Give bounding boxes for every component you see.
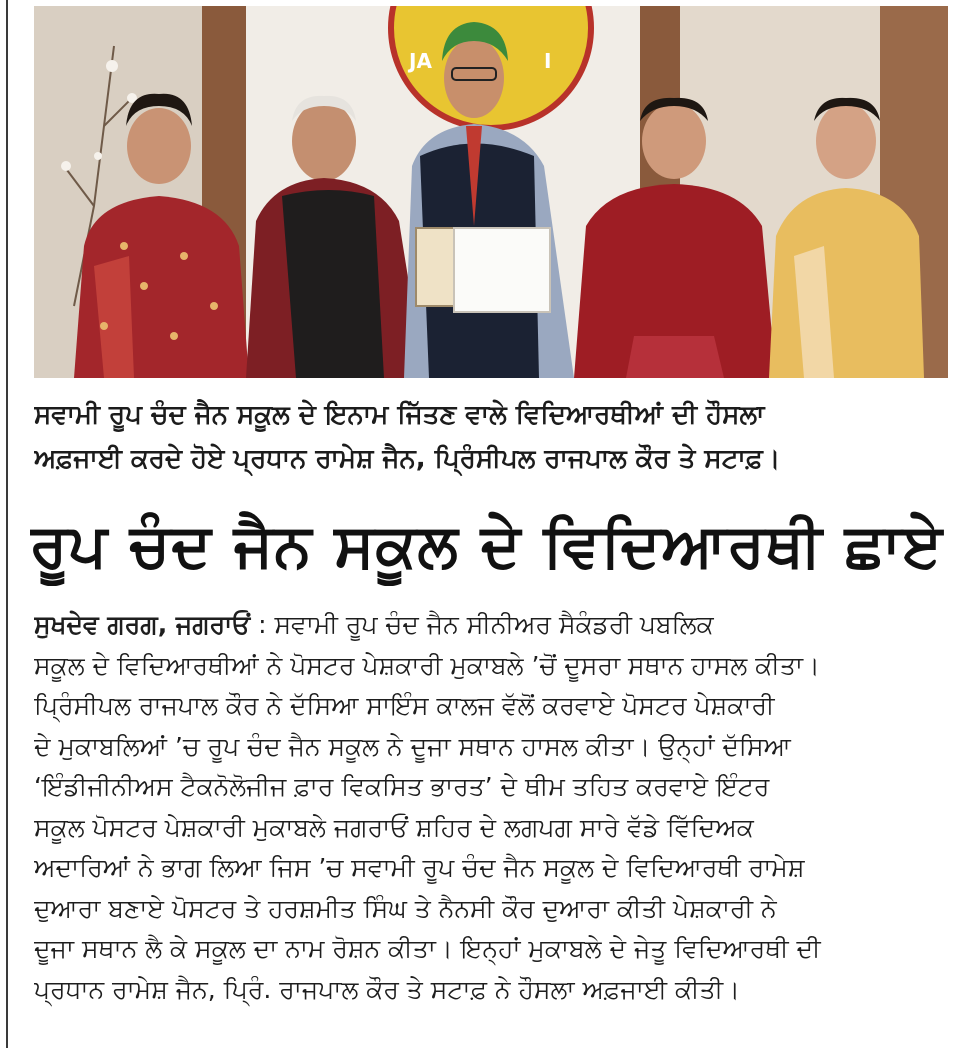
headline: ਰੂਪ ਚੰਦ ਜੈਨ ਸਕੂਲ ਦੇ ਵਿਦਿਆਰਥੀ ਛਾਏ — [30, 511, 944, 581]
article-line: ਪ੍ਰਿੰਸੀਪਲ ਰਾਜਪਾਲ ਕੌਰ ਨੇ ਦੱਸਿਆ ਸਾਇੰਸ ਕਾਲਜ ਵੱਲੋਂ ਕਰਵਾਏ ਪੋਸਟਰ ਪੇਸ਼ਕਾਰੀ — [34, 691, 775, 720]
logo-text-right: I — [544, 49, 552, 73]
caption-line-1: ਸਵਾਮੀ ਰੂਪ ਚੰਦ ਜੈਨ ਸਕੂਲ ਦੇ ਇਨਾਮ ਜਿੱਤਣ ਵਾਲੇ ਵਿਦਿਆਰਥੀਆਂ ਦੀ ਹੌਸਲਾ — [34, 400, 765, 430]
article-line: ਸਕੂਲ ਦੇ ਵਿਦਿਆਰਥੀਆਂ ਨੇ ਪੋਸਟਰ ਪੇਸ਼ਕਾਰੀ ਮੁਕਾਬਲੇ ’ਚੋਂ ਦੂਸਰਾ ਸਥਾਨ ਹਾਸਲ ਕੀਤਾ। — [34, 650, 820, 680]
article-line: ‘ਇੰਡੀਜੀਨੀਅਸ ਟੈਕਨੋਲੋਜੀਜ ਫ਼ਾਰ ਵਿਕਸਿਤ ਭਾਰਤ’ ਦੇ ਥੀਮ ਤਹਿਤ ਕਰਵਾਏ ਇੰਟਰ — [34, 772, 770, 801]
caption-line-2: ਅਫ਼ਜਾਈ ਕਰਦੇ ਹੋਏ ਪ੍ਰਧਾਨ ਰਾਮੇਸ਼ ਜੈਨ, ਪ੍ਰਿੰਸੀਪਲ ਰਾਜਪਾਲ ਕੌਰ ਤੇ ਸਟਾਫ਼। — [34, 444, 781, 474]
article-line: ਦੇ ਮੁਕਾਬਲਿਆਂ ’ਚ ਰੂਪ ਚੰਦ ਜੈਨ ਸਕੂਲ ਨੇ ਦੂਜਾ ਸਥਾਨ ਹਾਸਲ ਕੀਤਾ। ਉਨ੍ਹਾਂ ਦੱਸਿਆ — [34, 731, 791, 761]
article-line: ਦੂਜਾ ਸਥਾਨ ਲੈ ਕੇ ਸਕੂਲ ਦਾ ਨਾਮ ਰੋਸ਼ਨ ਕੀਤਾ। ਇਨ੍ਹਾਂ ਮੁਕਾਬਲੇ ਦੇ ਜੇਤੂ ਵਿਦਿਆਰਥੀ ਦੀ — [34, 934, 821, 963]
article-body — [34, 605, 948, 1010]
certificate — [416, 228, 550, 312]
article-line-1-text: ਸਵਾਮੀ ਰੂਪ ਚੰਦ ਜੈਨ ਸੀਨੀਅਰ ਸੈਕੰਡਰੀ ਪਬਲਿਕ — [274, 610, 714, 639]
article-line-1 — [34, 605, 948, 646]
photo-caption — [34, 393, 948, 481]
article-line: ਅਦਾਰਿਆਂ ਨੇ ਭਾਗ ਲਿਆ ਜਿਸ ’ਚ ਸਵਾਮੀ ਰੂਪ ਚੰਦ ਜੈਨ ਸਕੂਲ ਦੇ ਵਿਦਿਆਰਥੀ ਰਾਮੇਸ਼ — [34, 853, 805, 882]
news-photo — [34, 6, 948, 378]
column-rule — [6, 0, 8, 1048]
article-line: ਦੁਆਰਾ ਬਣਾਏ ਪੋਸਟਰ ਤੇ ਹਰਸ਼ਮੀਤ ਸਿੰਘ ਤੇ ਨੈਨਸੀ ਕੌਰ ਦੁਆਰਾ ਕੀਤੀ ਪੇਸ਼ਕਾਰੀ ਨੇ — [34, 893, 777, 923]
byline-separator: : — [250, 610, 275, 639]
logo-text-left: JA — [409, 49, 432, 73]
article-line: ਪ੍ਰਧਾਨ ਰਾਮੇਸ਼ ਜੈਨ, ਪ੍ਰਿੰ. ਰਾਜਪਾਲ ਕੌਰ ਤੇ ਸਟਾਫ਼ ਨੇ ਹੌਸਲਾ ਅਫ਼ਜਾਈ ਕੀਤੀ। — [34, 974, 740, 1004]
article-line: ਸਕੂਲ ਪੋਸਟਰ ਪੇਸ਼ਕਾਰੀ ਮੁਕਾਬਲੇ ਜਗਰਾਓਂ ਸ਼ਹਿਰ ਦੇ ਲਗਪਗ ਸਾਰੇ ਵੱਡੇ ਵਿੱਦਿਅਕ — [34, 812, 754, 842]
byline: ਸੁਖਦੇਵ ਗਰਗ, ਜਗਰਾਓਂ — [34, 610, 251, 639]
